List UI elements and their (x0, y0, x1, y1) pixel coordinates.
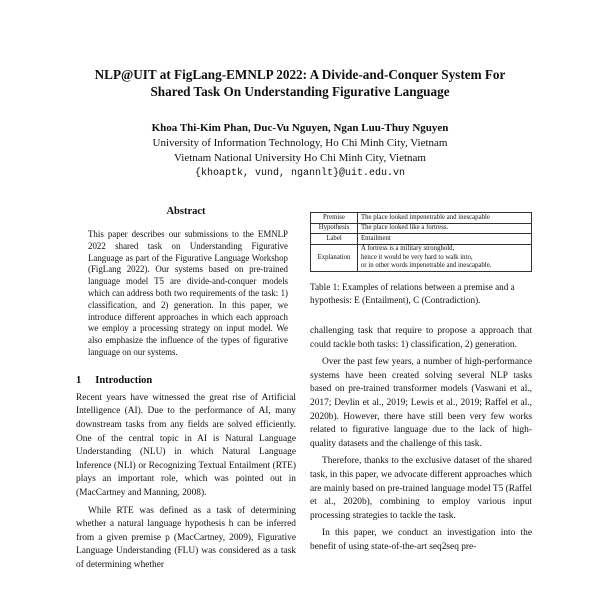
right-paragraph-4: In this paper, we conduct an investigation into the benefit of using state-of-the-art seq2seq pre- (310, 528, 532, 552)
table-row (311, 213, 532, 224)
table-row-label: Explanation (311, 244, 358, 272)
table-row (311, 244, 532, 272)
section-title: Introduction (95, 374, 153, 386)
affiliation-1: University of Information Technology, Ho Chi Minh City, Vietnam (152, 137, 448, 149)
table-row (311, 234, 532, 245)
table-cell-line: hence it would be very hard to walk into, (361, 253, 473, 261)
table-caption: Table 1: Examples of relations between a premise and a hypothesis: E (Entailment), C (Contradiction). (310, 282, 515, 305)
title-line-1: NLP@UIT at FigLang-EMNLP 2022: A Divide-and-Conquer System For (94, 67, 506, 82)
table-row-label: Hypothesis (311, 223, 358, 234)
table-cell-line: The place looked impenetrable and inescapable (361, 213, 490, 221)
right-paragraph-1: challenging task that require to propose a approach that could tackle both tasks: 1) classification, 2) generation. (310, 326, 532, 350)
title-line-2: Shared Task On Understanding Figurative Language (150, 84, 450, 99)
author-email: {khoaptk, vund, ngannlt}@uit.edu.vn (194, 168, 406, 179)
author-names: Khoa Thi-Kim Phan, Duc-Vu Nguyen, Ngan Luu-Thuy Nguyen (151, 122, 449, 134)
abstract-heading: Abstract (166, 206, 206, 217)
table-cell-line: The place looked like a fortress. (361, 224, 449, 231)
abstract-text: This paper describes our submissions to the EMNLP 2022 shared task on Understanding Figurative Language as part of the Figurative Language Workshop (FigLang 2022). Our systems based on pre-trained language model T5 are divide-and-conquer models which can address both two requirements of the task: 1) classification, and 2) generation. In this paper, we introduce different approaches in which each approach we employ a processing strategy on input model. We also emphasize the influence of the types of figurative language on our systems. (88, 229, 288, 357)
author-block (40, 121, 560, 181)
table-cell-line: A fortress is a military stronghold, (361, 245, 455, 252)
table-row-value (358, 244, 532, 272)
table-row-value (358, 213, 532, 224)
right-column (310, 212, 532, 555)
table-cell-line: or in other words impenetrable and inescapable. (361, 262, 492, 269)
example-table (310, 212, 532, 272)
introduction-heading (76, 375, 296, 386)
table-row (311, 223, 532, 234)
section-number: 1 (76, 374, 82, 386)
table-row-value (358, 234, 532, 245)
paper-title (40, 66, 560, 100)
table-row-label: Premise (311, 213, 358, 224)
affiliation-2: Vietnam National University Ho Chi Minh City, Vietnam (174, 152, 426, 164)
intro-paragraph-2: While RTE was defined as a task of determining whether a natural language hypothesis h can be inferred from a given premise p (MacCartney, 2009), Figurative Language Understanding (FLU) was considered as a task of determining whether (76, 505, 296, 570)
right-paragraph-2: Over the past few years, a number of high-performance systems have been created solving several NLP tasks based on pre-trained transformer models (Vaswani et al., 2017; Devlin et al., 2019; Lewis et al., 2019; Raffel et al., 2020b). However, there have still been very few works related to figurative language due to the lack of high-quality datasets and the challenge of this task. (310, 357, 532, 449)
table-row-value (358, 223, 532, 234)
right-paragraph-3: Therefore, thanks to the exclusive dataset of the shared task, in this paper, we advocate different approaches which are mainly based on pre-trained language model T5 (Raffel et al., 2020b), combining to employ various input processing strategies to tackle the task. (310, 456, 532, 521)
table-cell-line: Entailment (361, 234, 391, 242)
intro-paragraph-1: Recent years have witnessed the great rise of Artificial Intelligence (AI). Due to the performance of AI, many downstream tasks from any fields are solved efficiently. One of the central topic in AI is Natural Language Understanding (NLU) in which Natural Language Inference (NLI) or Recognizing Textual Entailment (RTE) plays an important role, which was pointed out in (MacCartney and Manning, 2008). (76, 392, 296, 498)
left-column (76, 206, 296, 572)
table-row-label: Label (311, 234, 358, 245)
